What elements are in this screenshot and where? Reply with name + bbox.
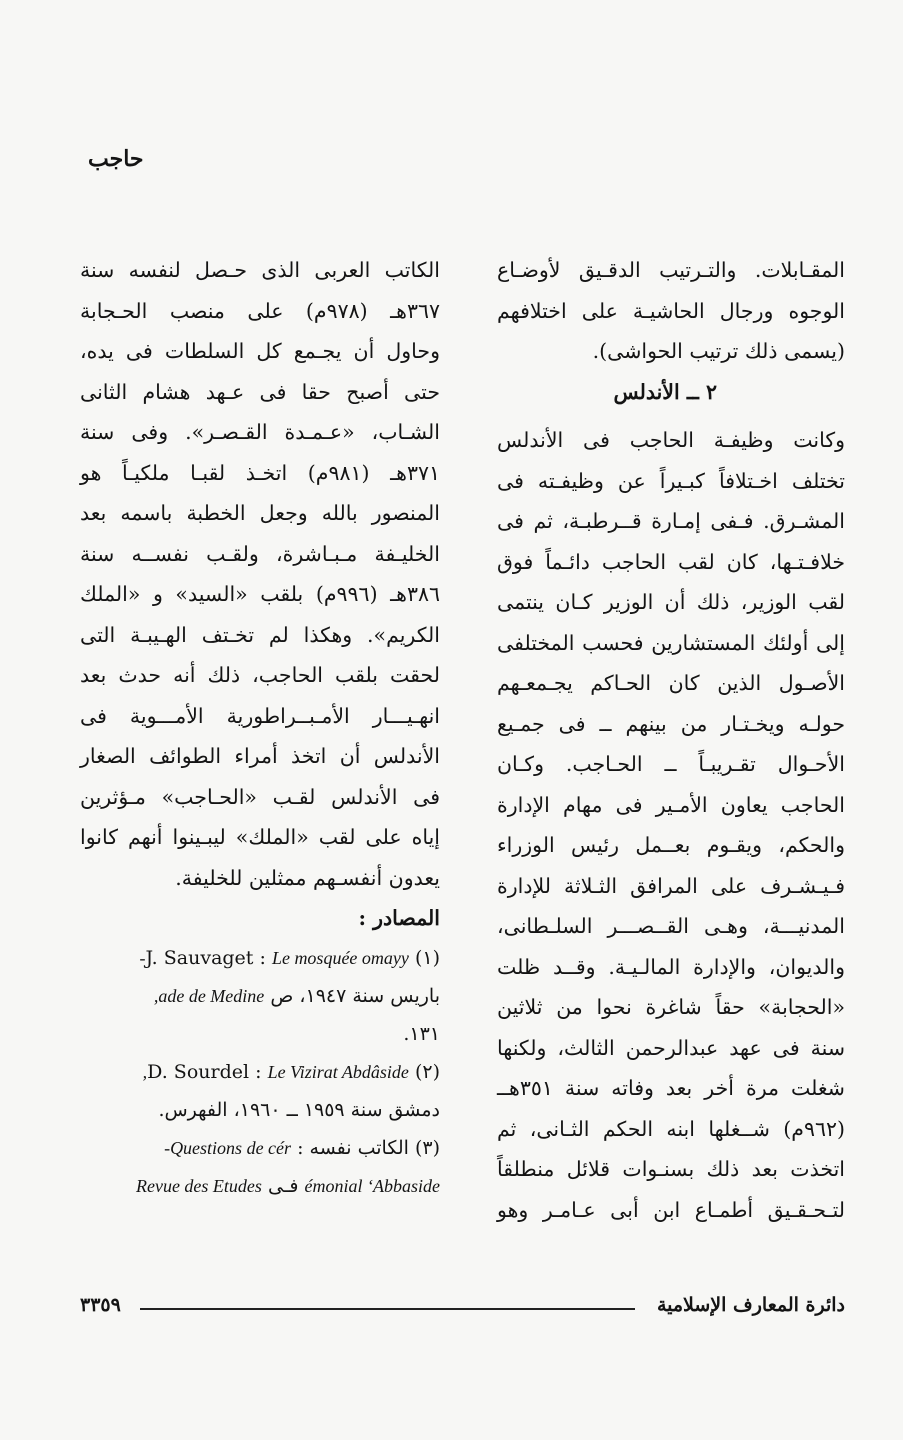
text-line: يعدون أنفسـهم ممثلين للخليفة. — [175, 865, 440, 890]
ref-arabic: (٣) الكاتب نفسه : — [297, 1136, 440, 1159]
text-line: الكاتب العربى الذى حـصل لنفسه سنة — [80, 258, 440, 282]
ref-italic: Questions de cér- — [164, 1137, 292, 1158]
reference-line — [80, 1167, 440, 1205]
section-heading: ٢ ــ الأندلس — [613, 379, 717, 404]
text-line: والديوان، والإدارة المالـيـة. وقــد ظلت — [497, 954, 845, 979]
text-line: المقـابلات. والتـرتيب الدقـيق لأوضـاع — [497, 258, 845, 282]
text-line: لتـحـقـيق أطمـاع ابن أبى عـامـر وهو — [497, 1197, 845, 1222]
text-line: الأصـول الذين كان الحـاكم يجـمعـهم — [497, 671, 845, 695]
ref-italic: émonial ‘Abbaside — [304, 1175, 440, 1196]
running-header: حاجب — [88, 146, 144, 172]
text-line: (يسمى ذلك ترتيب الحواشى). — [592, 339, 845, 363]
sources-heading: المصادر : — [358, 906, 440, 930]
reference-line — [80, 977, 440, 1015]
ref-arabic: (٢) D. Sourdel : — [147, 1060, 440, 1083]
text-line: (٩٦٢م) شــغلها ابنه الحكم الثـانى، ثم — [497, 1116, 845, 1141]
text-line: ٣٧١هـ (٩٨١م) اتخـذ لقبـا ملكيـاً هو — [80, 460, 440, 485]
ref-italic: Le mosquée omayy- — [139, 947, 409, 968]
text-line: ٣٦٧هـ (٩٧٨م) على منصب الحـجابة — [80, 298, 440, 323]
text-line: اتخذت بعد ذلك بسنـوات قلائل منطلقاً — [497, 1157, 845, 1181]
ref-italic: ade de Medine, — [153, 985, 265, 1006]
ref-arabic: (١) J. Sauvaget : — [145, 946, 440, 969]
text-line: إلى أولئك المستشارين فحسب المختلفى — [497, 630, 845, 655]
text-line: سنة فى عهد عبدالرحمن الثالث، ولكنها — [497, 1035, 845, 1060]
right-column — [497, 250, 845, 1230]
reference-line — [80, 1091, 440, 1129]
text-line: ٣٨٦هـ (٩٩٦م) بلقب «السيد» و «الملك — [80, 582, 440, 606]
reference-line — [80, 1129, 440, 1167]
footer-rule — [140, 1308, 635, 1310]
ref-arabic: باريس سنة ١٩٤٧، ص — [270, 984, 440, 1007]
text-line: انهـيـــار الأمـبــراطورية الأمـــوية فى — [80, 703, 440, 728]
reference-line — [80, 1053, 440, 1091]
ref-italic: Revue des Etudes — [135, 1175, 262, 1196]
text-line: فـيـشـرف على المرافق الثـلاثة للإدارة — [497, 873, 845, 898]
text-line: الحاجب يعاون الأمـير فى مهام الإدارة — [497, 792, 845, 817]
text-line: الأندلس أن اتخذ أمراء الطوائف الصغار — [80, 744, 440, 768]
text-line: الشـاب، «عـمـدة القـصـر». وفى سنة — [80, 420, 440, 444]
left-column — [80, 250, 440, 1205]
footer-title: دائرة المعارف الإسلامية — [656, 1294, 845, 1316]
text-line: إياه على لقب «الملك» ليبـينوا أنهم كانوا — [80, 825, 440, 849]
text-line: المدنيـــة، وهـى القــصـــر السلـطانى، — [497, 914, 845, 938]
ref-arabic: فـى — [267, 1174, 299, 1197]
text-line: «الحجابة» حقاً شاغرة نحوا من ثلاثين — [497, 995, 845, 1019]
ref-arabic: دمشق سنة ١٩٥٩ ــ ١٩٦٠، الفهرس. — [158, 1098, 440, 1121]
text-line: المنصور بالله وجعل الخطبة باسمه بعد — [80, 501, 440, 525]
reference-line — [80, 1015, 440, 1053]
text-line: الأحـوال تقـريبـاً ــ الحـاجب. وكـان — [497, 752, 845, 776]
text-line: وحاول أن يجـمع كل السلطات فى يده، — [80, 339, 440, 363]
text-line: الكريم». وهكذا لم تخـتف الهـيبـة التى — [80, 622, 440, 647]
text-line: حتى أصبح حقا فى عـهد هشام الثانى — [80, 379, 440, 404]
text-line: وكانت وظيفـة الحاجب فى الأندلس — [497, 428, 845, 452]
ref-italic: Le Vizirat Abdâside, — [142, 1061, 409, 1082]
page-footer — [80, 1294, 845, 1322]
text-line: شغلت مرة أخر بعد وفاته سنة ٣٥١هــ — [497, 1076, 845, 1100]
text-line: تختلف اخـتلافاً كبـيراً عن وظيفـته فى — [497, 468, 845, 493]
text-line: المشـرق. فـفى إمـارة قــرطبـة، ثم فى — [497, 509, 845, 533]
page-number: ٣٣٥٩ — [80, 1294, 121, 1316]
text-line: لحقت بلقب الحاجب، ذلك أنه حدث بعد — [80, 663, 440, 687]
text-line: والحكم، ويقـوم بعــمل رئيس الوزراء — [497, 833, 845, 857]
text-line: خلافـتـها، كان لقب الحاجب دائـماً فوق — [497, 549, 845, 574]
text-line: لقب الوزير، ذلك أن الوزير كـان ينتمى — [497, 590, 845, 614]
text-line: الخليـفة مـبـاشرة، ولقـب نفســه سنة — [80, 541, 440, 566]
text-line: حولـه ويخـتـار من بينهم ــ فى جمـيع — [497, 711, 845, 736]
text-line: فى الأندلس لقـب «الحـاجب» مـؤثرين — [80, 784, 440, 809]
reference-line — [80, 939, 440, 977]
ref-arabic: ١٣١. — [403, 1022, 440, 1045]
text-line: الوجوه ورجال الحاشيـة على اختلافهم — [497, 298, 845, 323]
